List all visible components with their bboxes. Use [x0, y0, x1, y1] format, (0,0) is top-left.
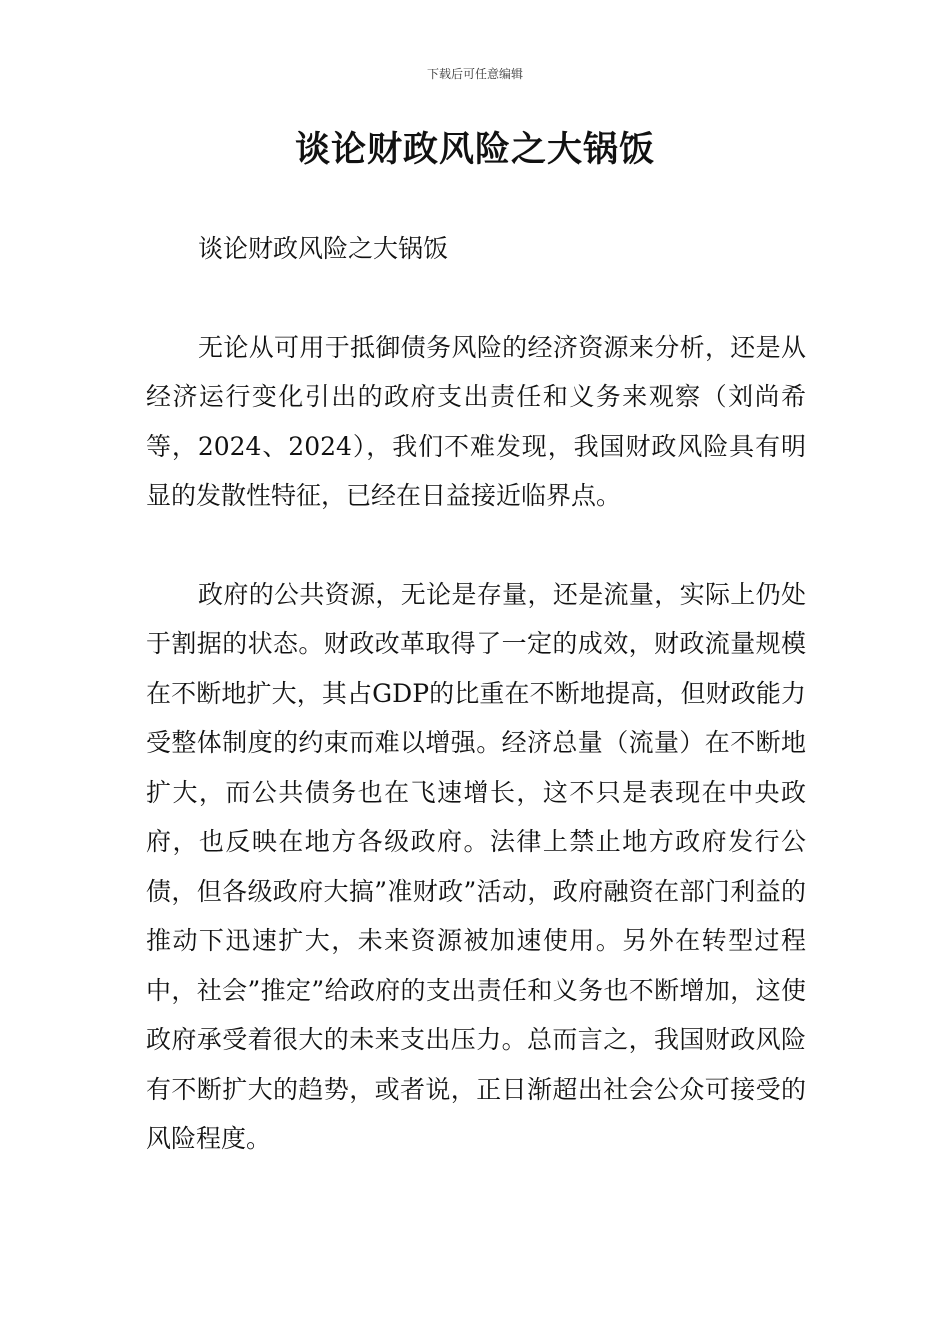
body-paragraph-2: 政府的公共资源，无论是存量，还是流量，实际上仍处于割据的状态。财政改革取得了一定的成效，财政流量规模在不断地扩大，其占GDP的比重在不断地提高，但财政能力受整体制度的约束而难以增强。经济总量（流量）在不断地扩大，而公共债务也在飞速增长，这不只是表现在中央政府，也反映在地方各级政府。法律上禁止地方政府发行公债，但各级政府大搞”准财政”活动，政府融资在部门利益的推动下迅速扩大，未来资源被加速使用。另外在转型过程中，社会”推定”给政府的支出责任和义务也不断增加，这使政府承受着很大的未来支出压力。总而言之，我国财政风险有不断扩大的趋势，或者说，正日渐超出社会公众可接受的风险程度。: [146, 579, 806, 1153]
document-body: [146, 224, 806, 1164]
subtitle-paragraph: 谈论财政风险之大锅饭: [198, 234, 449, 263]
header-note: 下载后可任意编辑: [426, 67, 523, 81]
body-paragraph-1: 无论从可用于抵御债务风险的经济资源来分析，还是从经济运行变化引出的政府支出责任和义务来观察（刘尚希等，2024、2024），我们不难发现，我国财政风险具有明显的发散性特征，已经在日益接近临界点。: [146, 332, 806, 510]
page-title: 谈论财政风险之大锅饭: [294, 129, 655, 170]
